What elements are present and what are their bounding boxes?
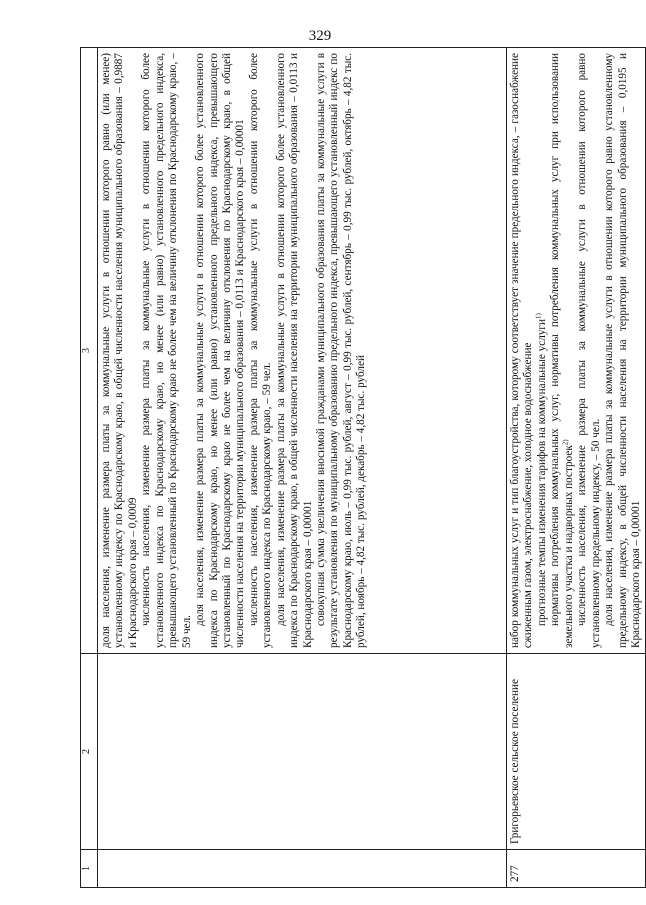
detail-paragraph: совокупная сумма увеличения вносимой гражданами муниципального образования платы за коммунальные услуги в результате установления по муниципальному образованию предельного индекса, превышающего установленный индекс по Краснодарскому краю, июль – 0,99 тыс. рублей, август – 0,99 тыс. рублей, сентябрь – 0,99 тыс. рублей, октябрь – 4,82 тыс. рублей, ноябрь – 4,82 тыс. рублей, декабрь – 4,82 тыс. рублей (315, 53, 368, 648)
detail-text: нормативы потребления коммунальных услуг, нормативы потребления коммунальных услуг при использовании земельного участка и надворных построек (549, 53, 575, 648)
detail-paragraph (509, 53, 536, 648)
footnote-marker: 2) (561, 439, 570, 446)
row-municipality-name: Григорьевское сельское поселение (507, 654, 646, 850)
detail-text: доля населения, изменение размера платы за коммунальные услуги в отношении которого равно установленному предельному индексу, в общей численности населения на территории муниципального образования – 0,0195 и Краснодарского края – 0,00001 (603, 53, 642, 648)
page-number: 329 (308, 28, 332, 44)
detail-paragraph (576, 53, 603, 648)
row-municipality-name (98, 654, 507, 850)
detail-paragraph (603, 53, 643, 648)
row-number (98, 850, 507, 888)
detail-text: численность населения, изменение размера платы за коммунальные услуги в отношении которого равно установленному предельному индексу, – 50 чел. (576, 53, 602, 648)
detail-paragraph (536, 53, 549, 648)
footnote-marker: 1) (534, 313, 543, 320)
table-row-continued (98, 48, 507, 888)
column-header-1: 1 (81, 850, 98, 888)
data-table (80, 47, 646, 888)
column-header-3: 3 (81, 48, 98, 654)
detail-paragraph (549, 53, 576, 648)
column-header-2: 2 (81, 654, 98, 850)
detail-paragraph: численность населения, изменение размера платы за коммунальные услуги в отношении которого более установленного индекса по Краснодарскому краю, – 59 чел. (247, 53, 274, 648)
detail-text: прогнозные темпы изменения тарифов на коммунальные услуги (535, 319, 548, 626)
table-header-row (81, 48, 98, 888)
row-details (507, 48, 646, 654)
table-row-277 (507, 48, 646, 888)
rotated-table-container (80, 48, 640, 888)
detail-paragraph: доля населения, изменение размера платы за коммунальные услуги в отношении которого более установленного индекса по Краснодарскому краю, но менее (или равно) установленного предельного индекса, превышающего установленный по Краснодарскому краю не более чем на величину отклонения по Краснодарскому краю, в общей численности населения на территории муниципального образования – 0,0113 и Краснодарского края – 0,00001 (194, 53, 247, 648)
row-details (98, 48, 507, 654)
detail-paragraph: доля населения, изменение размера платы за коммунальные услуги в отношении которого равно (или менее) установленному индексу по Краснодарскому краю, в общей численности населения муниципального образования – 0,9887 и Краснодарского края – 0,0009 (100, 53, 139, 648)
row-number: 277 (507, 850, 646, 888)
detail-text: набор коммунальных услуг и тип благоустройства, которому соответствует значение предельного индекса, – газоснабжение сжиженным газом, электроснабжение, холодное водоснабжение (509, 53, 535, 648)
detail-paragraph: численность населения, изменение размера платы за коммунальные услуги в отношении которого более установленного индекса по Краснодарскому краю, но менее (или равно) установленного предельного индекса, превышающего установленный по Краснодарскому краю не более чем на величину отклонения по Краснодарскому краю, – 59 чел. (140, 53, 193, 648)
detail-paragraph: доля населения, изменение размера платы за коммунальные услуги в отношении которого более установленного индекса по Краснодарскому краю, в общей численности населения на территории муниципального образования – 0,0113 и Краснодарского края – 0,00001 (274, 53, 314, 648)
